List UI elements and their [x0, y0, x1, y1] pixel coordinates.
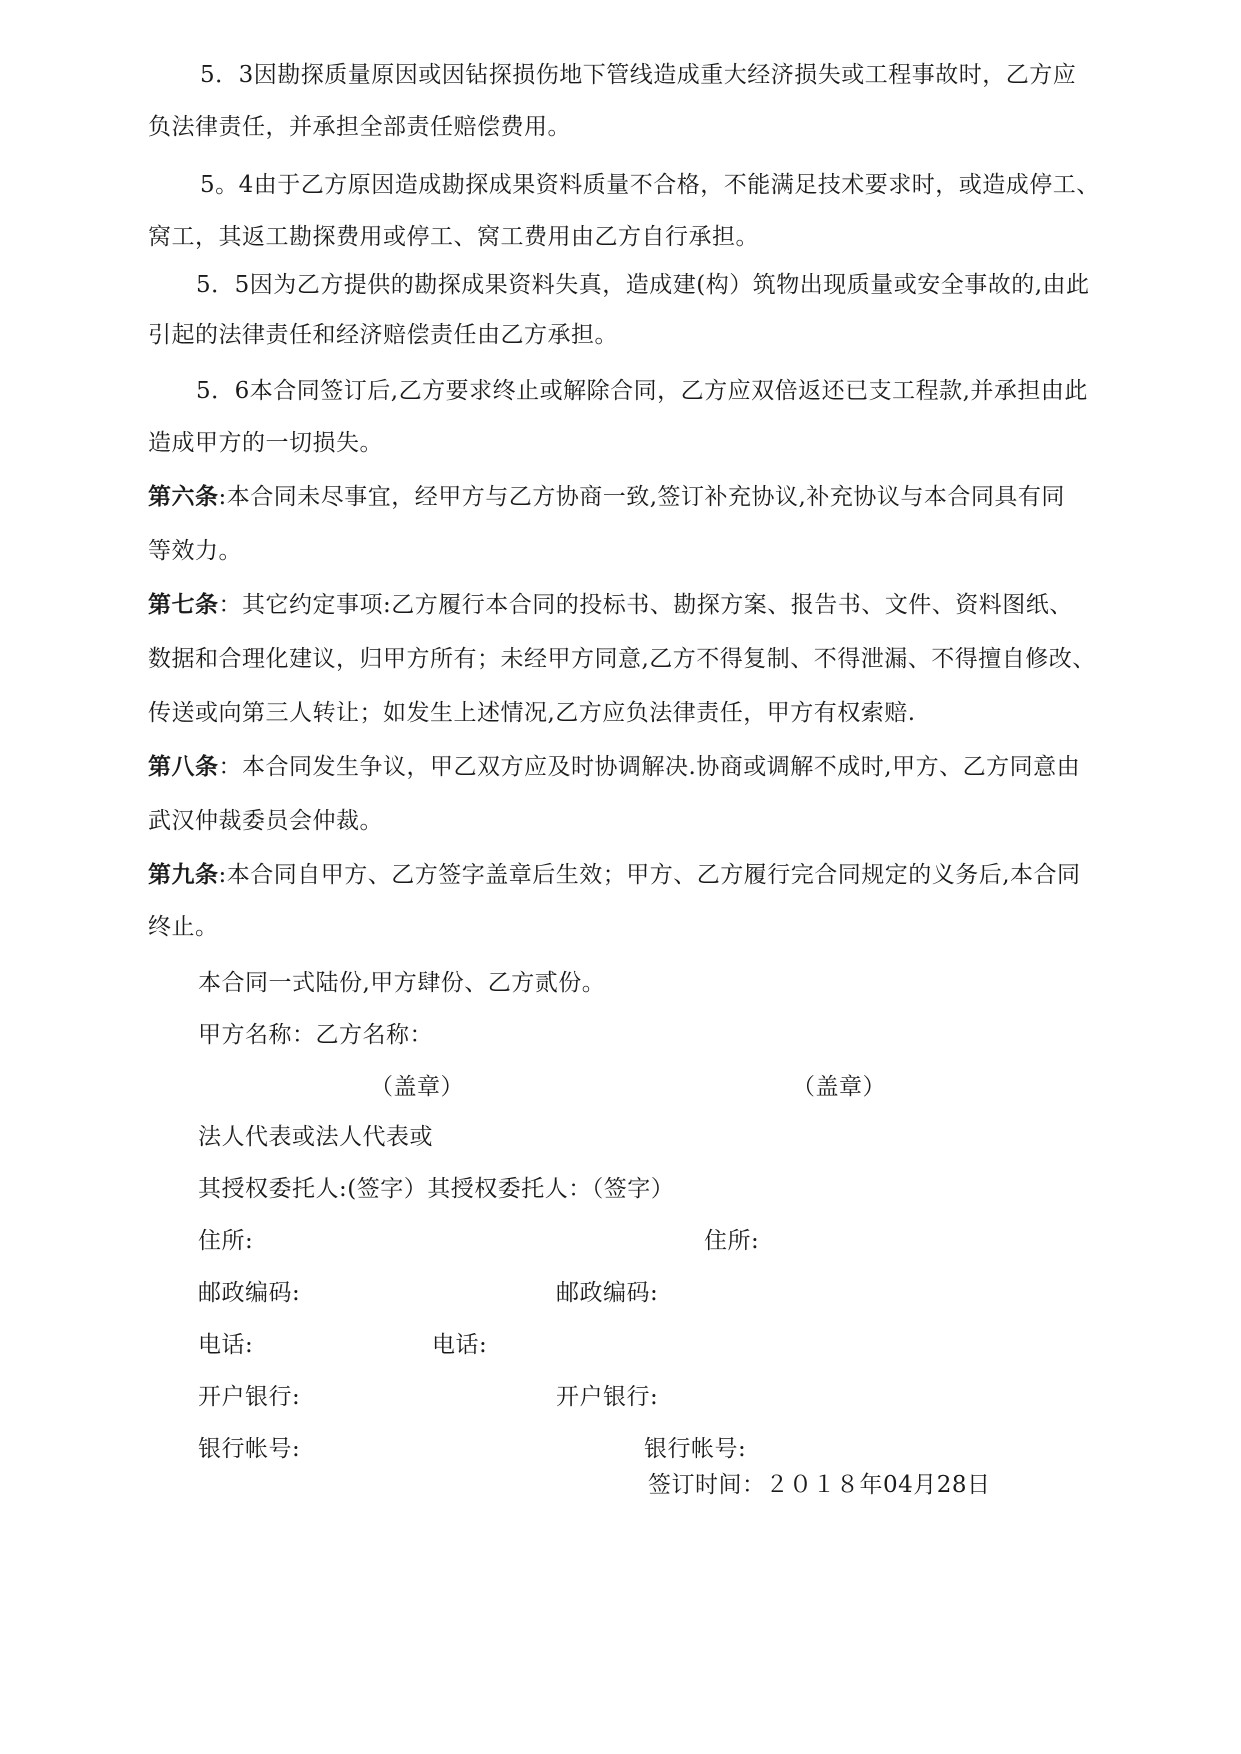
clause-5-6-line-2: 造成甲方的一切损失。: [148, 430, 383, 456]
article-7-line-1: [148, 590, 1073, 620]
article-7-line-2: 数据和合理化建议，归甲方所有；未经甲方同意,乙方不得复制、不得泄漏、不得擅自修改、: [148, 646, 1096, 672]
authorized-signatory: 其授权委托人:(签字）其授权委托人：（签字）: [198, 1176, 675, 1202]
account-party-a: 银行帐号:: [198, 1436, 301, 1462]
article-7-line-3: 传送或向第三人转让；如发生上述情况,乙方应负法律责任，甲方有权索赔.: [148, 700, 916, 726]
article-6-line-2: 等效力。: [148, 538, 242, 564]
bank-party-b: 开户银行:: [556, 1384, 659, 1410]
clause-5-5-line-2: 引起的法律责任和经济赔偿责任由乙方承担。: [148, 322, 618, 348]
phone-party-a: 电话:: [198, 1332, 254, 1358]
article-7-text: ：其它约定事项:乙方履行本合同的投标书、勘探方案、报告书、文件、资料图纸、: [218, 592, 1073, 618]
seal-party-b: （盖章）: [792, 1074, 886, 1100]
address-party-a: 住所:: [198, 1228, 254, 1254]
clause-5-3-line-2: 负法律责任，并承担全部责任赔偿费用。: [148, 114, 571, 140]
article-8-line-2: 武汉仲裁委员会仲裁。: [148, 808, 383, 834]
clause-5-3-line-1: 5．3因勘探质量原因或因钻探损伤地下管线造成重大经济损失或工程事故时，乙方应: [200, 62, 1077, 88]
clause-5-5-line-1: 5．5因为乙方提供的勘探成果资料失真，造成建(构）筑物出现质量或安全事故的,由此: [196, 272, 1090, 298]
article-9-line-2: 终止。: [148, 914, 219, 940]
account-party-b: 银行帐号:: [644, 1436, 747, 1462]
article-8-text: ：本合同发生争议，甲乙双方应及时协调解决.协商或调解不成时,甲方、乙方同意由: [218, 754, 1081, 780]
party-names: 甲方名称：乙方名称：: [198, 1022, 433, 1048]
article-6-title: 第六条: [148, 483, 219, 510]
bank-party-a: 开户银行:: [198, 1384, 301, 1410]
postcode-party-a: 邮政编码:: [198, 1280, 301, 1306]
article-9-title: 第九条: [148, 861, 219, 888]
clause-5-6-line-1: 5．6本合同签订后,乙方要求终止或解除合同，乙方应双倍返还已支工程款,并承担由此: [196, 378, 1088, 404]
copies-statement: 本合同一式陆份,甲方肆份、乙方贰份。: [198, 970, 606, 996]
postcode-party-b: 邮政编码:: [556, 1280, 659, 1306]
seal-party-a: （盖章）: [370, 1074, 464, 1100]
phone-party-b: 电话:: [432, 1332, 488, 1358]
clause-5-4-line-2: 窝工，其返工勘探费用或停工、窝工费用由乙方自行承担。: [148, 224, 759, 250]
article-7-title: 第七条: [148, 591, 219, 618]
article-8-line-1: [148, 752, 1080, 782]
legal-representative: 法人代表或法人代表或: [198, 1124, 433, 1150]
clause-5-4-line-1: 5。4由于乙方原因造成勘探成果资料质量不合格，不能满足技术要求时，或造成停工、: [200, 172, 1100, 198]
article-6-text: :本合同未尽事宜，经甲方与乙方协商一致,签订补充协议,补充协议与本合同具有同: [218, 484, 1065, 510]
signing-date: 签订时间：２０１８年04月28日: [648, 1472, 991, 1498]
article-9-line-1: [148, 860, 1081, 890]
article-6-line-1: [148, 482, 1065, 512]
article-8-title: 第八条: [148, 753, 219, 780]
address-party-b: 住所:: [704, 1228, 760, 1254]
article-9-text: :本合同自甲方、乙方签字盖章后生效；甲方、乙方履行完合同规定的义务后,本合同: [218, 862, 1081, 888]
